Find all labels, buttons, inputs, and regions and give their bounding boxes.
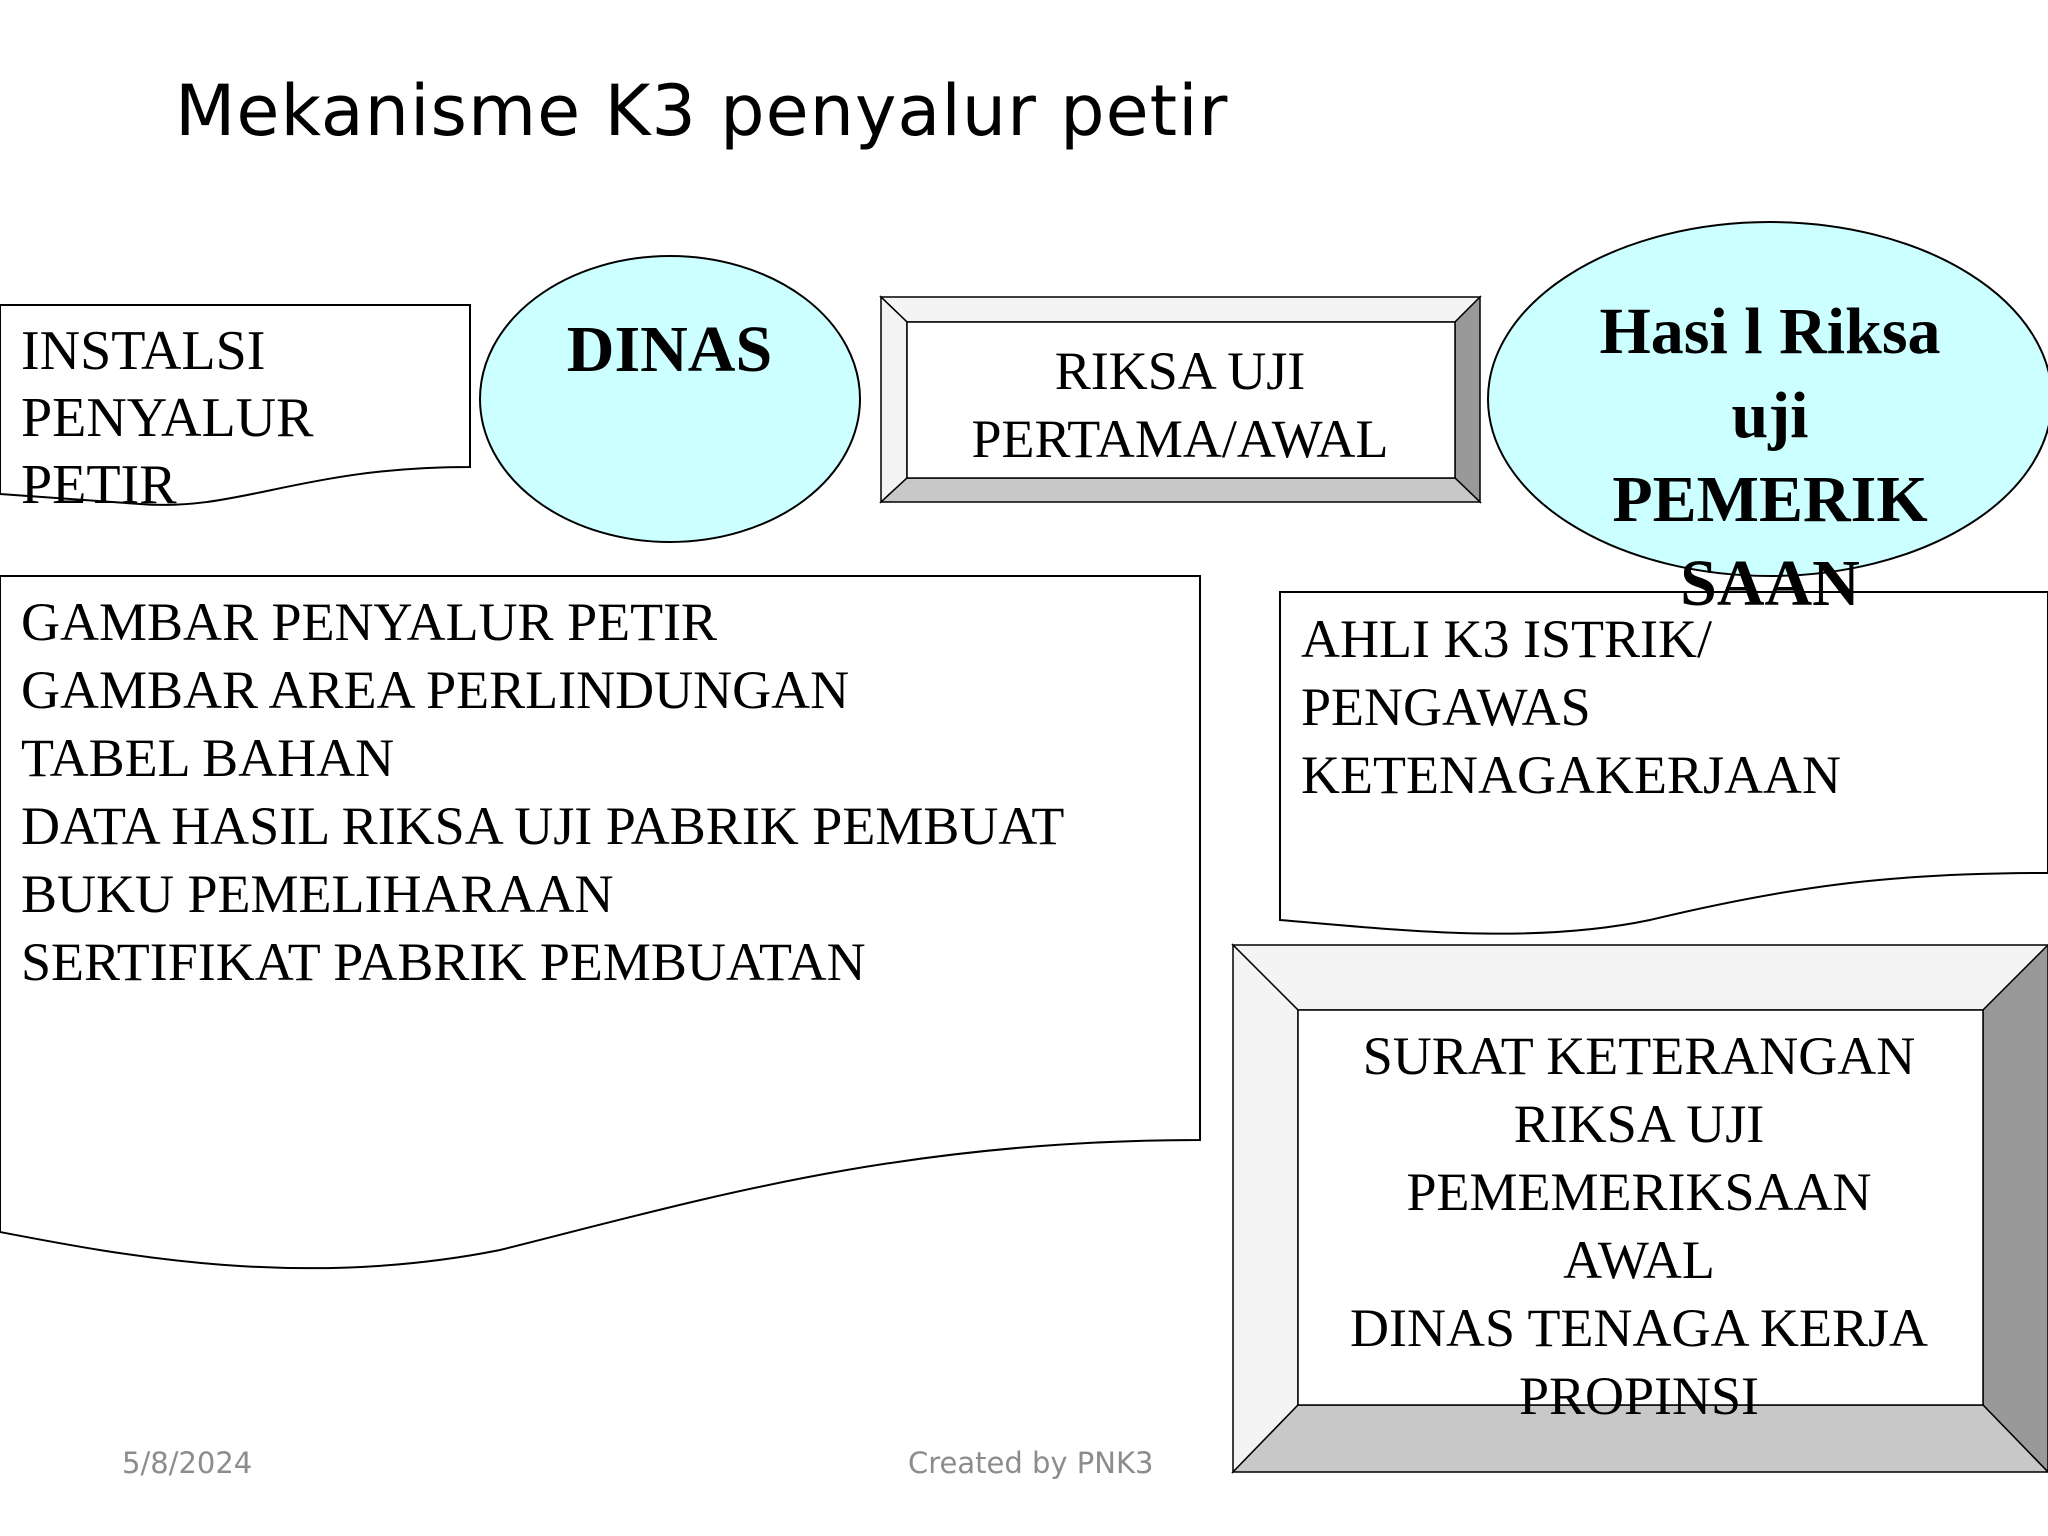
ahli-text: AHLI K3 ISTRIK/ PENGAWAS KETENAGAKERJAAN	[1301, 609, 1841, 805]
instalsi-text: INSTALSI PENYALUR PETIR	[21, 320, 314, 516]
documents-text: GAMBAR PENYALUR PETIR GAMBAR AREA PERLINDUNGAN TABEL BAHAN DATA HASIL RIKSA UJI PABRIK PEMBUAT BUKU PEMELIHARAAN SERTIFIKAT PABRIK PEMBUATAN	[21, 592, 1065, 992]
dinas-ellipse	[480, 256, 860, 542]
footer-date: 5/8/2024	[122, 1446, 253, 1480]
riksa-uji-text: RIKSA UJI PERTAMA/AWAL	[971, 341, 1389, 469]
dinas-text: DINAS	[566, 313, 773, 386]
slide-title: Mekanisme K3 penyalur petir	[175, 70, 1229, 152]
hasil-text: Hasi l Riksa uji PEMERIK SAAN	[1599, 295, 1941, 620]
surat-text: SURAT KETERANGAN RIKSA UJI PEMEMERIKSAAN AWAL DINAS TENAGA KERJA PROPINSI	[1349, 1026, 1929, 1426]
footer-credit: Created by PNK3	[908, 1446, 1154, 1480]
